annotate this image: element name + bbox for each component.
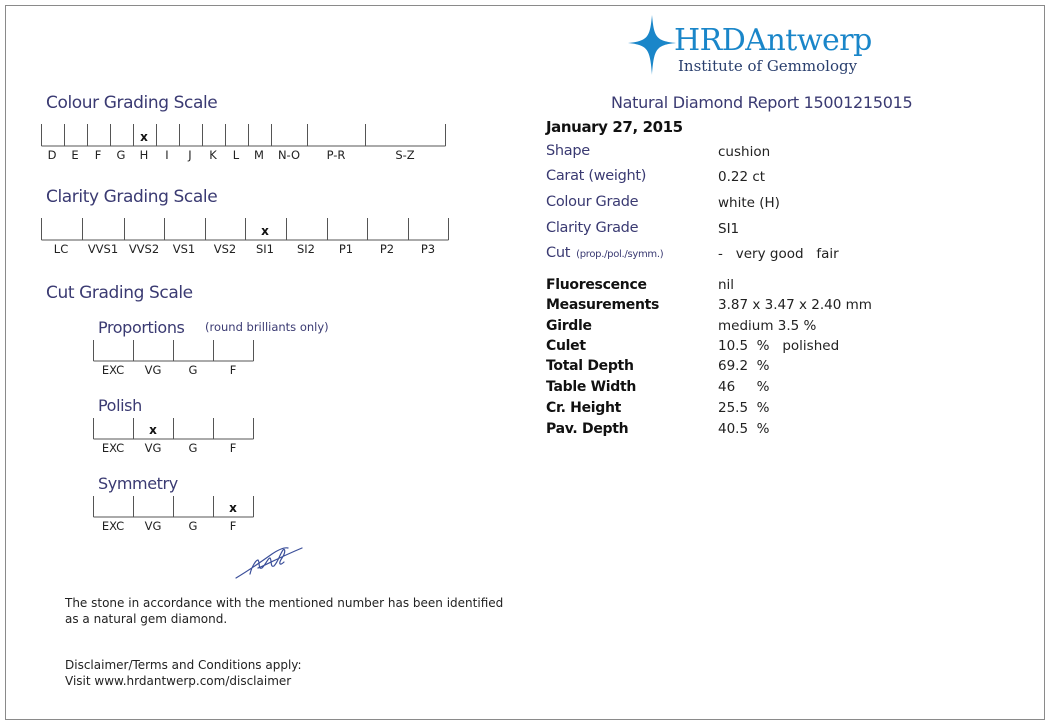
logo-brand: HRDAntwerp xyxy=(674,23,872,58)
pavilion-depth-value: 40.5 % xyxy=(718,421,770,437)
scale-grade-label: F xyxy=(94,148,102,162)
table-width-label: Table Width xyxy=(546,379,637,395)
disclaimer-line-2: Visit www.hrdantwerp.com/disclaimer xyxy=(65,674,292,688)
scale-grade-label: SI1 xyxy=(255,242,275,256)
disclaimer-line-1: Disclaimer/Terms and Conditions apply: xyxy=(65,658,302,672)
colour-scale-rule xyxy=(41,124,447,148)
measurements-label: Measurements xyxy=(546,297,660,313)
symmetry-title: Symmetry xyxy=(98,474,178,493)
scale-grade-label: P-R xyxy=(326,148,346,162)
scale-grade-label: J xyxy=(188,148,192,162)
scale-grade-mark: x xyxy=(261,224,269,238)
clarity-grade-value: SI1 xyxy=(718,221,740,237)
scale-grade-label: SI2 xyxy=(296,242,316,256)
girdle-label: Girdle xyxy=(546,318,592,334)
colour-grade-value: white (H) xyxy=(718,195,780,211)
carat-value: 0.22 ct xyxy=(718,169,766,185)
scale-grade-label: S-Z xyxy=(395,148,415,162)
polish-scale-rule xyxy=(93,418,255,441)
scale-grade-label: I xyxy=(165,148,169,162)
carat-label: Carat (weight) xyxy=(546,168,647,184)
total-depth-value: 69.2 % xyxy=(718,358,770,374)
scale-grade-mark: x xyxy=(229,501,237,515)
report-date: January 27, 2015 xyxy=(546,118,683,136)
clarity-scale-title: Clarity Grading Scale xyxy=(46,187,218,207)
scale-grade-label: P3 xyxy=(420,242,436,256)
fluorescence-value: nil xyxy=(718,277,735,293)
scale-grade-label: L xyxy=(232,148,240,162)
shape-label: Shape xyxy=(546,143,590,159)
logo-subtitle: Institute of Gemmology xyxy=(678,57,858,75)
scale-grade-label: H xyxy=(139,148,149,162)
scale-grade-label: F xyxy=(229,519,237,533)
cut-sublabel: (prop./pol./symm.) xyxy=(576,249,664,260)
proportions-scale-rule xyxy=(93,340,255,363)
scale-grade-label: G xyxy=(188,363,198,377)
scale-grade-label: K xyxy=(209,148,217,162)
scale-grade-label: N-O xyxy=(277,148,301,162)
scale-grade-label: E xyxy=(71,148,79,162)
scale-grade-label: P1 xyxy=(338,242,354,256)
scale-grade-mark: x xyxy=(149,423,157,437)
scale-grade-label: D xyxy=(47,148,57,162)
scale-grade-label: VVS2 xyxy=(128,242,160,256)
scale-grade-label: F xyxy=(229,441,237,455)
colour-grade-label: Colour Grade xyxy=(546,194,639,210)
scale-grade-label: VVS1 xyxy=(87,242,119,256)
polish-title: Polish xyxy=(98,396,142,415)
proportions-note: (round brilliants only) xyxy=(205,320,329,334)
scale-grade-label: P2 xyxy=(379,242,395,256)
proportions-title: Proportions xyxy=(98,318,185,337)
cut-scale-title: Cut Grading Scale xyxy=(46,283,193,303)
star-icon xyxy=(628,15,676,75)
scale-grade-label: M xyxy=(254,148,264,162)
measurements-value: 3.87 x 3.47 x 2.40 mm xyxy=(718,297,872,313)
fluorescence-label: Fluorescence xyxy=(546,277,647,293)
signature-image xyxy=(228,538,308,583)
hrd-logo xyxy=(628,15,888,80)
girdle-value: medium 3.5 % xyxy=(718,318,817,334)
scale-grade-label: VG xyxy=(144,363,162,377)
cut-label: Cut xyxy=(546,245,571,261)
scale-grade-label: VS2 xyxy=(213,242,237,256)
scale-grade-label: EXC xyxy=(101,441,125,455)
statement-line-1: The stone in accordance with the mentioned number has been identified xyxy=(65,596,504,610)
cut-value: - very good fair xyxy=(718,246,839,262)
scale-grade-label: G xyxy=(116,148,126,162)
scale-grade-label: VS1 xyxy=(172,242,196,256)
clarity-scale-rule xyxy=(41,218,450,242)
scale-grade-label: EXC xyxy=(101,519,125,533)
pavilion-depth-label: Pav. Depth xyxy=(546,421,629,437)
identification-statement xyxy=(65,595,503,627)
scale-grade-label: G xyxy=(188,441,198,455)
statement-line-2: as a natural gem diamond. xyxy=(65,612,228,626)
clarity-grade-label: Clarity Grade xyxy=(546,220,639,236)
report-title: Natural Diamond Report 15001215015 xyxy=(611,93,913,112)
scale-grade-label: G xyxy=(188,519,198,533)
scale-grade-label: EXC xyxy=(101,363,125,377)
scale-grade-label: LC xyxy=(53,242,69,256)
scale-grade-label: VG xyxy=(144,441,162,455)
total-depth-label: Total Depth xyxy=(546,358,634,374)
culet-value: 10.5 % polished xyxy=(718,338,840,354)
shape-value: cushion xyxy=(718,144,771,160)
colour-scale-title: Colour Grading Scale xyxy=(46,93,218,113)
cut-row xyxy=(546,245,663,261)
scale-grade-label: VG xyxy=(144,519,162,533)
crown-height-value: 25.5 % xyxy=(718,400,770,416)
scale-grade-mark: x xyxy=(140,130,148,144)
disclaimer xyxy=(65,657,302,689)
crown-height-label: Cr. Height xyxy=(546,400,622,416)
scale-grade-label: F xyxy=(229,363,237,377)
table-width-value: 46 % xyxy=(718,379,770,395)
culet-label: Culet xyxy=(546,338,586,354)
